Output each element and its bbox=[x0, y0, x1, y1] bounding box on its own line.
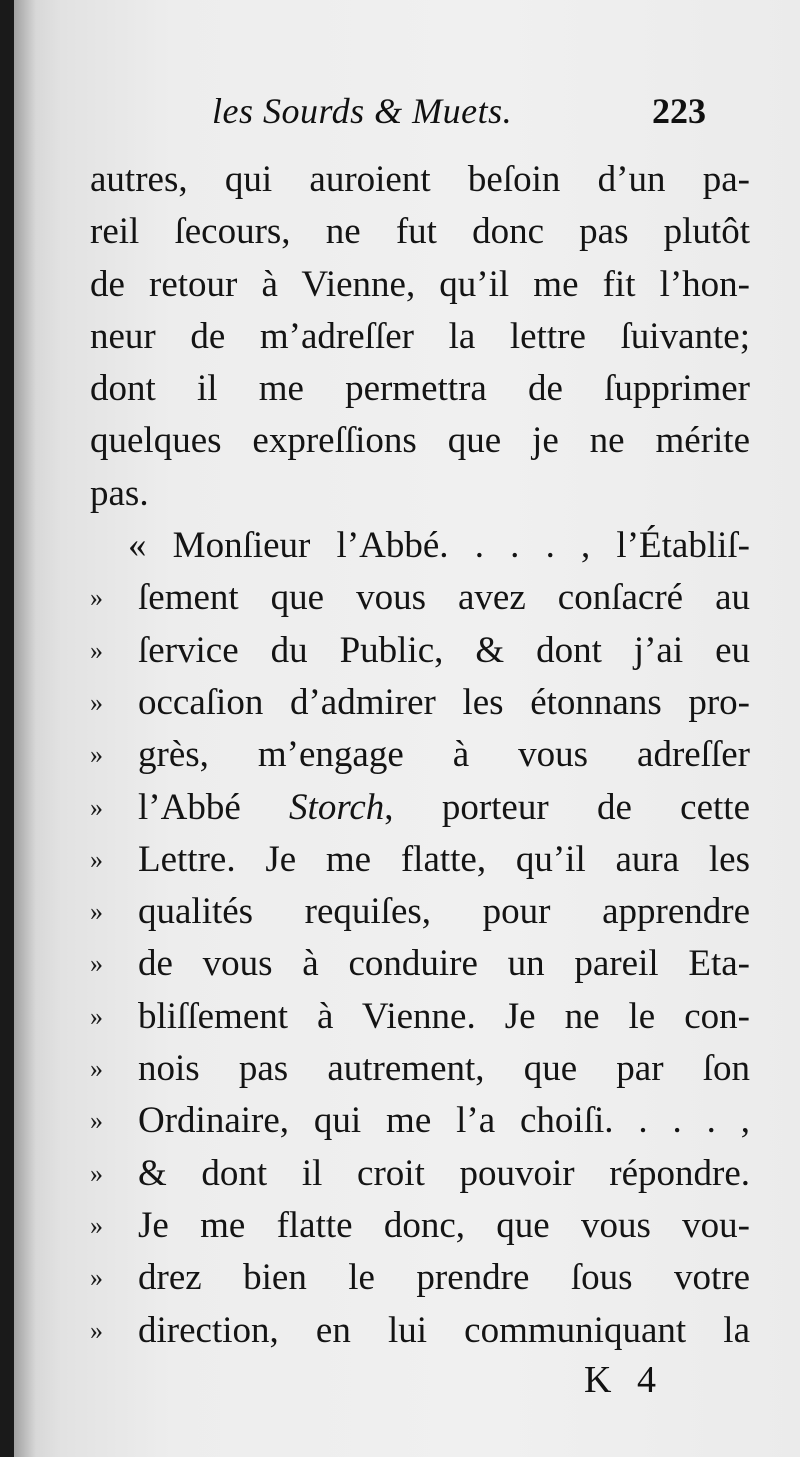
quote-mark: » bbox=[90, 740, 103, 770]
quote-mark: » bbox=[90, 844, 103, 874]
quoted-line bbox=[90, 938, 750, 990]
quoted-text: l’Abbé Storch, porteur de cette bbox=[138, 786, 751, 828]
quote-mark: » bbox=[90, 1263, 103, 1293]
quoted-text: occaſion d’admirer les étonnans pro- bbox=[138, 681, 750, 723]
quoted-text: Ordinaire, qui me l’a choiſi. . . . , bbox=[138, 1100, 750, 1142]
quoted-line bbox=[90, 1148, 750, 1200]
quoted-line bbox=[90, 1252, 750, 1304]
quoted-line bbox=[90, 991, 750, 1043]
quoted-text: de vous à conduire un pareil Eta- bbox=[138, 943, 750, 985]
quote-mark: » bbox=[90, 1054, 103, 1084]
quoted-text: drez bien le prendre ſous votre bbox=[138, 1257, 750, 1299]
quote-mark: » bbox=[90, 687, 103, 717]
quoted-line bbox=[90, 625, 750, 677]
quoted-text: nois pas autrement, que par ſon bbox=[138, 1048, 750, 1090]
quoted-line bbox=[90, 1095, 750, 1147]
quote-mark: » bbox=[90, 792, 103, 822]
page-number: 223 bbox=[652, 91, 706, 131]
quoted-text: ſervice du Public, & dont j’ai eu bbox=[138, 629, 750, 671]
quote-mark: » bbox=[90, 949, 103, 979]
book-page bbox=[14, 0, 800, 1457]
quoted-line bbox=[90, 1305, 750, 1357]
quote-mark: » bbox=[90, 583, 103, 613]
quoted-line bbox=[90, 1200, 750, 1252]
quoted-line bbox=[90, 729, 750, 781]
italic-name: Storch bbox=[289, 786, 385, 828]
running-title: les Sourds & Muets. bbox=[212, 91, 513, 131]
text-line: autres, qui auroient beſoin d’un pa- bbox=[90, 159, 750, 200]
quote-mark: » bbox=[90, 1001, 103, 1031]
text-line: dont il me permettra de ſupprimer bbox=[90, 368, 750, 410]
quoted-line bbox=[90, 677, 750, 729]
quoted-text: direction, en lui communiquant la bbox=[138, 1309, 750, 1351]
quoted-text: ſement que vous avez conſacré au bbox=[138, 577, 750, 619]
quote-mark: » bbox=[90, 635, 103, 665]
quoted-line bbox=[90, 572, 750, 624]
text-line: reil ſecours, ne fut donc pas plutôt bbox=[90, 211, 750, 253]
quoted-line bbox=[90, 834, 750, 886]
quoted-line bbox=[90, 886, 750, 938]
text-line: neur de m’adreſſer la lettre ſuivante; bbox=[90, 315, 750, 357]
text-line: pas. bbox=[90, 472, 149, 514]
quoted-text: grès, m’engage à vous adreſſer bbox=[138, 734, 750, 776]
quote-mark: » bbox=[90, 1106, 103, 1136]
quoted-line bbox=[90, 1043, 750, 1095]
quote-mark: » bbox=[90, 1315, 103, 1345]
text-line: de retour à Vienne, qu’il me fit l’hon- bbox=[90, 263, 750, 305]
quoted-line bbox=[90, 782, 750, 834]
quote-mark: » bbox=[90, 897, 103, 927]
text-line: « Monſieur l’Abbé. . . . , l’Établiſ- bbox=[128, 525, 750, 567]
quoted-text: bliſſement à Vienne. Je ne le con- bbox=[138, 995, 750, 1037]
text-line: quelques expreſſions que je ne mérite bbox=[90, 420, 750, 462]
body-text bbox=[90, 154, 750, 1357]
page-header bbox=[14, 90, 800, 142]
quote-mark: » bbox=[90, 1158, 103, 1188]
quoted-text: Lettre. Je me flatte, qu’il aura les bbox=[138, 838, 750, 880]
quoted-text: & dont il croit pouvoir répondre. bbox=[138, 1152, 750, 1194]
quote-mark: » bbox=[90, 1210, 103, 1240]
signature-mark: K 4 bbox=[584, 1359, 664, 1401]
quoted-text: Je me flatte donc, que vous vou- bbox=[138, 1204, 750, 1246]
quoted-text: qualités requiſes, pour apprendre bbox=[138, 891, 750, 933]
